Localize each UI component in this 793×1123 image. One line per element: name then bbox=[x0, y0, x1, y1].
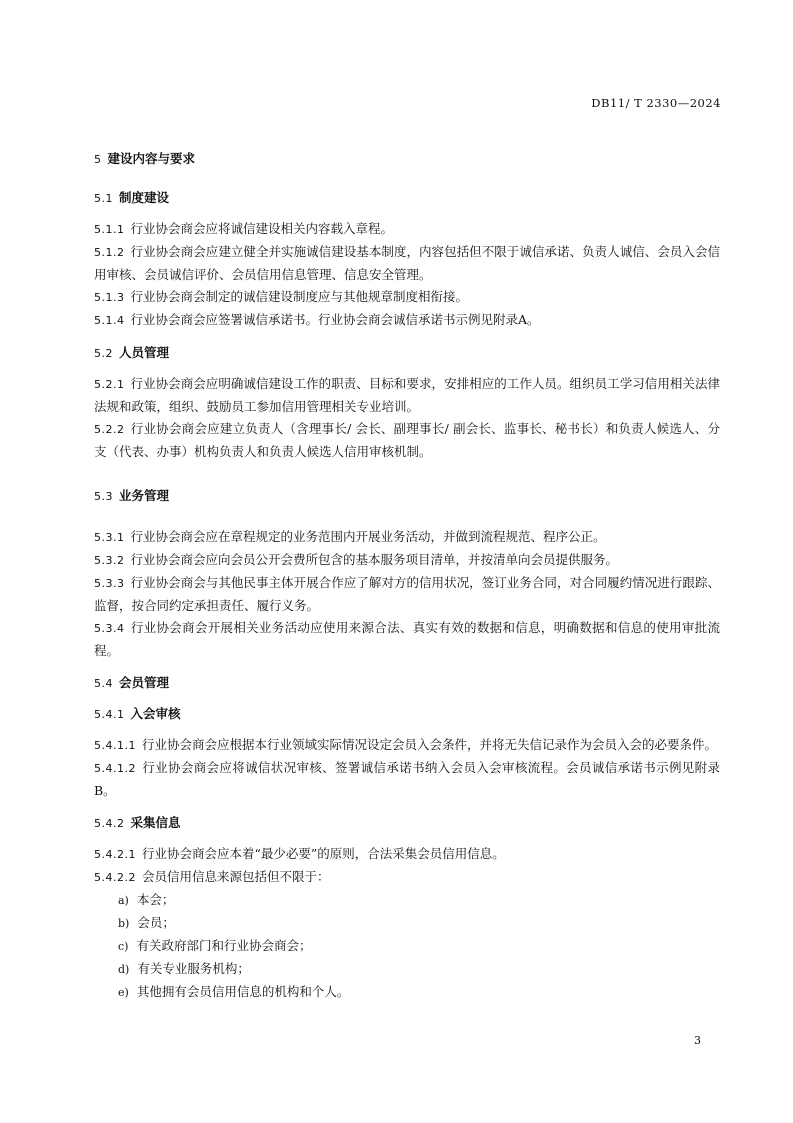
section-heading-5-4-2: 5.4.2 采集信息 bbox=[94, 815, 181, 830]
list-item: a) 本会； bbox=[118, 892, 175, 907]
clause-5-2-1: 5.2.1 行业协会商会应明确诚信建设工作的职责、目标和要求，安排相应的工作人员。组织员工学习信用相关法律法规和政策，组织、鼓励员工参加信用管理相关专业培训。 bbox=[94, 376, 720, 414]
standard-code: DB11/ T 2330—2024 bbox=[591, 96, 721, 110]
clause-5-2-2: 5.2.2 行业协会商会应建立负责人（含理事长/ 会长、副理事长/ 副会长、监事长、秘书长）和负责人候选人、分支（代表、办事）机构负责人和负责人候选人信用审核机制。 bbox=[94, 421, 720, 459]
clause-5-4-1-2: 5.4.1.2 行业协会商会应将诚信状况审核、签署诚信承诺书纳入会员入会审核流程。会员诚信承诺书示例见附录B。 bbox=[94, 760, 720, 798]
section-heading-5-2: 5.2 人员管理 bbox=[94, 345, 170, 360]
document-body bbox=[94, 148, 720, 1004]
section-heading-5-4-1: 5.4.1 入会审核 bbox=[94, 706, 181, 721]
list-item: e) 其他拥有会员信用信息的机构和个人。 bbox=[118, 984, 350, 999]
clause-5-3-4: 5.3.4 行业协会商会开展相关业务活动应使用来源合法、真实有效的数据和信息，明确数据和信息的使用审批流程。 bbox=[94, 620, 720, 658]
clause-5-4-2-1: 5.4.2.1 行业协会商会应本着“最少必要”的原则，合法采集会员信用信息。 bbox=[94, 846, 505, 861]
clause-5-1-1: 5.1.1 行业协会商会应将诚信建设相关内容载入章程。 bbox=[94, 221, 394, 236]
section-heading-5-3: 5.3 业务管理 bbox=[94, 488, 170, 503]
clause-5-1-3: 5.1.3 行业协会商会制定的诚信建设制度应与其他规章制度相衔接。 bbox=[94, 289, 469, 304]
section-heading-5-4: 5.4 会员管理 bbox=[94, 675, 170, 690]
list-item: b) 会员； bbox=[118, 915, 175, 930]
list-item: c) 有关政府部门和行业协会商会； bbox=[118, 938, 312, 953]
clause-5-4-1-1: 5.4.1.1 行业协会商会应根据本行业领域实际情况设定会员入会条件，并将无失信记录作为会员入会的必要条件。 bbox=[94, 737, 717, 752]
section-heading-5-1: 5.1 制度建设 bbox=[94, 190, 170, 205]
clause-5-3-1: 5.3.1 行业协会商会应在章程规定的业务范围内开展业务活动，并做到流程规范、程序公正。 bbox=[94, 529, 606, 544]
clause-5-4-2-2: 5.4.2.2 会员信用信息来源包括但不限于： bbox=[94, 869, 330, 884]
clause-5-1-4: 5.1.4 行业协会商会应签署诚信承诺书。行业协会商会诚信承诺书示例见附录A。 bbox=[94, 312, 540, 327]
clause-5-3-3: 5.3.3 行业协会商会与其他民事主体开展合作应了解对方的信用状况，签订业务合同，对合同履约情况进行跟踪、监督，按合同约定承担责任、履行义务。 bbox=[94, 575, 720, 613]
clause-5-3-2: 5.3.2 行业协会商会应向会员公开会费所包含的基本服务项目清单，并按清单向会员提供服务。 bbox=[94, 552, 619, 567]
clause-5-1-2: 5.1.2 行业协会商会应建立健全并实施诚信建设基本制度，内容包括但不限于诚信承诺、负责人诚信、会员入会信用审核、会员诚信评价、会员信用信息管理、信息安全管理。 bbox=[94, 244, 720, 282]
section-heading-5: 5 建设内容与要求 bbox=[94, 151, 196, 166]
page-number: 3 bbox=[694, 1034, 701, 1047]
list-item: d) 有关专业服务机构； bbox=[118, 961, 250, 976]
